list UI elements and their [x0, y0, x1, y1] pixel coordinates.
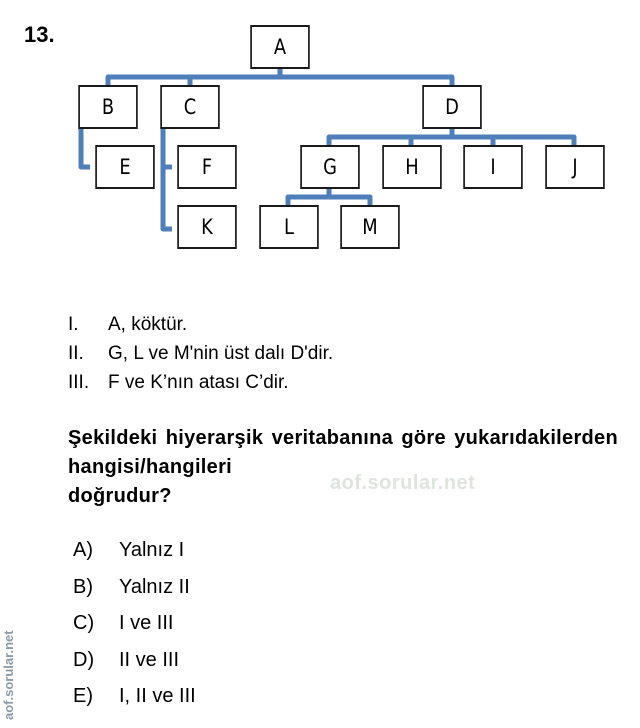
- node-i: I: [463, 145, 523, 189]
- option-text: I ve III: [119, 612, 174, 634]
- option-text: I, II ve III: [119, 685, 196, 707]
- option-letter: B): [73, 575, 93, 598]
- statement-numeral: I.: [68, 314, 79, 335]
- node-b: B: [78, 85, 138, 129]
- question-prompt: [68, 424, 618, 511]
- statement-numeral: III.: [68, 372, 90, 393]
- option-text: Yalnız II: [119, 575, 190, 598]
- statement-text: F ve K’nın atası C’dir.: [108, 372, 289, 393]
- option-letter: C): [73, 612, 95, 634]
- option-d[interactable]: [73, 642, 196, 679]
- watermark-center: aof.sorular.net: [330, 472, 476, 494]
- node-m: M: [340, 205, 400, 249]
- node-e: E: [95, 145, 155, 189]
- option-e[interactable]: [73, 678, 196, 715]
- statement-3: [68, 368, 333, 397]
- option-a[interactable]: [73, 532, 196, 569]
- watermark-side: aof.sorular.net: [1, 630, 16, 720]
- statement-text: A, köktür.: [108, 314, 188, 335]
- option-c[interactable]: [73, 605, 196, 642]
- question-prompt-main: Şekildeki hiyerarşik veritabanına göre yukarıdakilerden hangisi/hangileri: [68, 427, 618, 478]
- option-letter: A): [73, 539, 93, 561]
- hierarchy-diagram: [0, 0, 640, 260]
- option-text: Yalnız I: [119, 539, 185, 561]
- node-f: F: [177, 145, 237, 189]
- statement-numeral: II.: [68, 343, 84, 364]
- node-j: J: [545, 145, 605, 189]
- node-a: A: [250, 25, 310, 69]
- option-b[interactable]: [73, 569, 196, 606]
- node-k: K: [177, 205, 237, 249]
- option-letter: E): [73, 685, 93, 707]
- statement-1: [68, 310, 333, 339]
- option-text: II ve III: [119, 648, 180, 671]
- question-number: 13.: [24, 22, 55, 47]
- node-g: G: [300, 145, 360, 189]
- statement-2: [68, 339, 333, 368]
- node-c: C: [160, 85, 220, 129]
- node-d: D: [422, 85, 482, 129]
- statement-list: [68, 310, 333, 397]
- connector-lines: [0, 0, 640, 260]
- option-letter: D): [73, 648, 95, 671]
- node-h: H: [382, 145, 442, 189]
- statement-text: G, L ve M'nin üst dalı D'dir.: [108, 343, 334, 364]
- answer-options: [73, 532, 196, 715]
- node-l: L: [259, 205, 319, 249]
- question-prompt-end: doğrudur?: [68, 485, 172, 507]
